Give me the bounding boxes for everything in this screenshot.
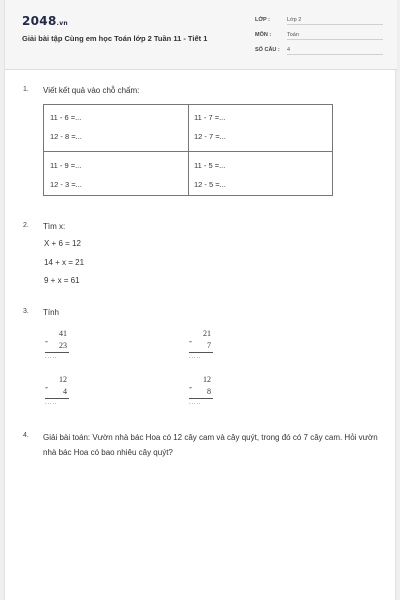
answer-placeholder: ..... [189, 400, 202, 406]
subtrahend: 7 [207, 341, 211, 350]
grid-divider-vertical [188, 105, 189, 195]
page-title: Giải bài tập Cùng em học Toán lớp 2 Tuần 11 - Tiết 1 [22, 34, 208, 43]
q1-text: Viết kết quả vào chỗ chấm: [43, 86, 140, 95]
q2-number: 2. [23, 222, 29, 229]
q1-cell: 11 - 5 =... [194, 161, 226, 170]
q3-text: Tính [43, 308, 60, 317]
meta-subject-label: MÔN : [255, 32, 272, 38]
meta-subject-value: Toán [287, 32, 383, 40]
column-subtraction [45, 329, 75, 379]
q2-equation: 9 + x = 61 [44, 276, 80, 285]
minus-sign: - [189, 382, 192, 392]
meta-class-value: Lớp 2 [287, 17, 383, 25]
column-subtraction [189, 329, 219, 379]
result-line [45, 398, 69, 399]
column-subtraction [189, 375, 219, 425]
grid-divider-horizontal [44, 151, 332, 152]
q1-cell: 11 - 7 =... [194, 113, 226, 122]
worksheet-page [4, 0, 396, 600]
minuend: 21 [203, 329, 211, 338]
q1-cell: 11 - 9 =... [50, 161, 82, 170]
answer-placeholder: ..... [189, 354, 202, 360]
q2-text: Tìm x: [43, 222, 66, 231]
q4-text: Giải bài toán: Vườn nhà bác Hoa có 12 cây cam và cây quýt, trong đó có 7 cây cam. Hỏi vườn nhà bác Hoa có bao nhiêu cây quýt? [43, 433, 378, 457]
meta-count-value: 4 [287, 47, 383, 55]
minus-sign: - [189, 336, 192, 346]
q1-cell: 11 - 6 =... [50, 113, 82, 122]
q3-number: 3. [23, 308, 29, 315]
result-line [189, 352, 213, 353]
column-subtraction [45, 375, 75, 425]
meta-count-label: SỐ CÂU : [255, 47, 280, 53]
minuend: 12 [59, 375, 67, 384]
q2-equation: X + 6 = 12 [44, 239, 81, 248]
logo-suffix: .vn [56, 20, 68, 27]
subtrahend: 23 [59, 341, 67, 350]
answer-placeholder: ..... [45, 354, 58, 360]
q1-cell: 12 - 3 =... [50, 180, 82, 189]
minuend: 41 [59, 329, 67, 338]
worksheet-header [5, 0, 397, 70]
result-line [189, 398, 213, 399]
meta-class-label: LỚP : [255, 17, 270, 23]
result-line [45, 352, 69, 353]
answer-placeholder: ..... [45, 400, 58, 406]
q1-cell: 12 - 7 =... [194, 132, 226, 141]
q1-number: 1. [23, 86, 29, 93]
logo-text: 2048 [22, 14, 57, 28]
q1-cell: 12 - 8 =... [50, 132, 82, 141]
q1-cell: 12 - 5 =... [194, 180, 226, 189]
q4-number: 4. [23, 432, 29, 439]
subtrahend: 8 [207, 387, 211, 396]
q1-grid [43, 104, 333, 196]
minus-sign: - [45, 382, 48, 392]
minus-sign: - [45, 336, 48, 346]
site-logo[interactable] [22, 14, 68, 28]
minuend: 12 [203, 375, 211, 384]
q2-equation: 14 + x = 21 [44, 258, 85, 267]
subtrahend: 4 [63, 387, 67, 396]
